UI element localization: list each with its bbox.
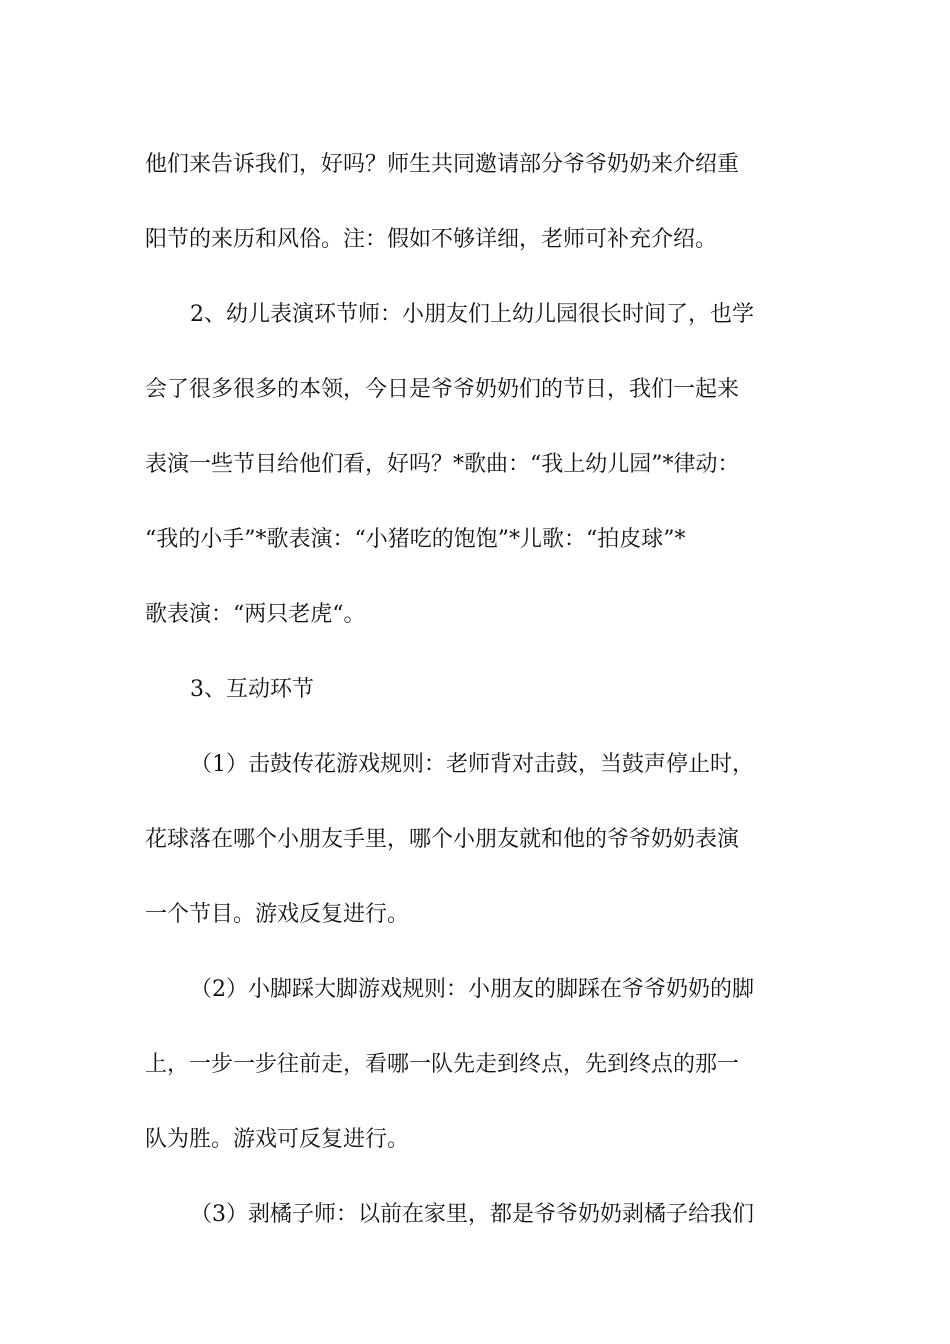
text-line: （2）小脚踩大脚游戏规则：小朋友的脚踩在爷爷奶奶的脚	[190, 977, 754, 1002]
document-body	[145, 127, 815, 1252]
text-line: “我的小手”*歌表演：“小猪吃的饱饱”*儿歌：“拍皮球”*	[145, 527, 686, 552]
text-line: （3）剥橘子师：以前在家里，都是爷爷奶奶剥橘子给我们	[190, 1202, 754, 1227]
text-line: 3、互动环节	[190, 677, 314, 702]
text-line: 歌表演：“两只老虎“。	[145, 602, 366, 627]
text-line: 花球落在哪个小朋友手里，哪个小朋友就和他的爷爷奶奶表演	[145, 827, 740, 852]
text-line: 会了很多很多的本领，今日是爷爷奶奶们的节日，我们一起来	[145, 377, 740, 402]
text-line: 上，一步一步往前走，看哪一队先走到终点，先到终点的那一	[145, 1052, 740, 1077]
text-line: 阳节的来历和风俗。注：假如不够详细，老师可补充介绍。	[145, 227, 718, 252]
text-line: （1）击鼓传花游戏规则：老师背对击鼓，当鼓声停止时，	[190, 752, 754, 777]
text-line: 表演一些节目给他们看，好吗？*歌曲：“我上幼儿园”*律动：	[145, 452, 740, 477]
text-line: 队为胜。游戏可反复进行。	[145, 1127, 410, 1152]
text-line: 2、幼儿表演环节师：小朋友们上幼儿园很长时间了，也学	[190, 302, 754, 327]
text-line: 他们来告诉我们，好吗？师生共同邀请部分爷爷奶奶来介绍重	[145, 152, 740, 177]
text-line: 一个节目。游戏反复进行。	[145, 902, 410, 927]
